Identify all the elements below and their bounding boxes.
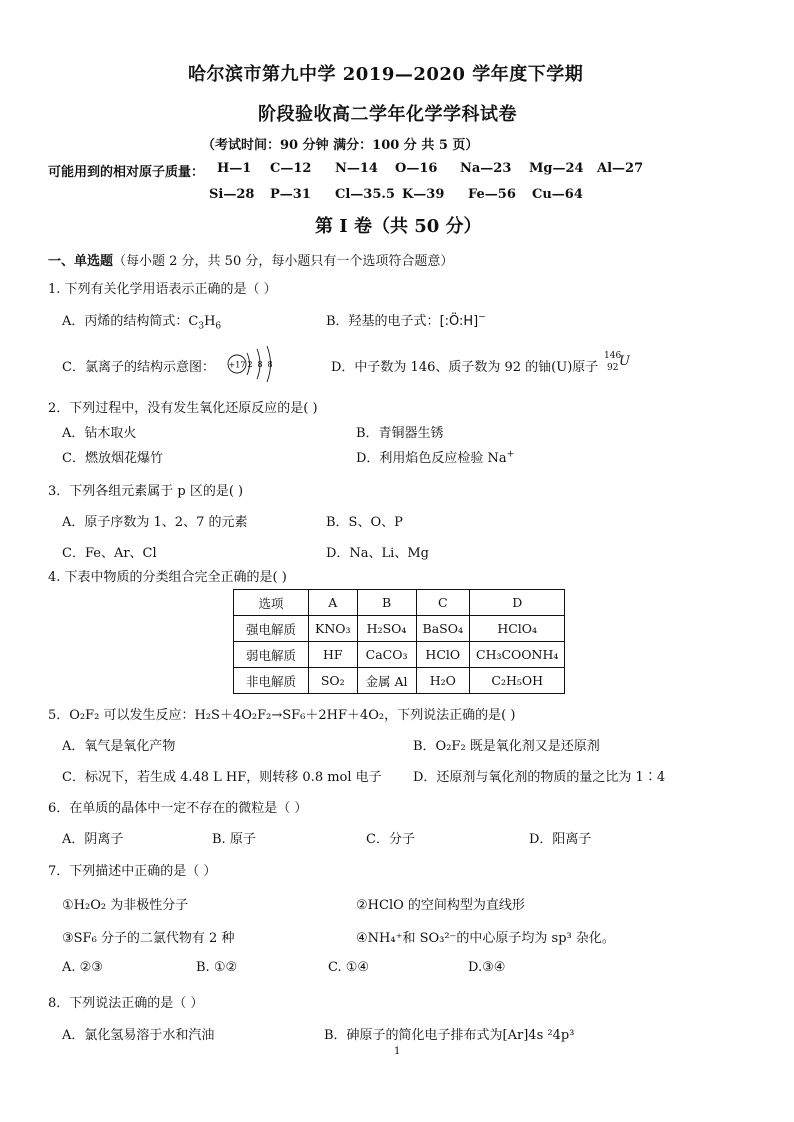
part1-heading-row — [48, 250, 453, 269]
classification-table — [233, 589, 565, 694]
atomic-mass-h: H—1 — [217, 161, 252, 176]
atomic-mass-fe: Fe—56 — [468, 187, 516, 202]
table-cell: C₂H₅OH — [470, 668, 565, 694]
atomic-mass-k: K—39 — [402, 187, 445, 202]
q2-option-a: A．钻木取火 — [62, 426, 137, 441]
nucleus-charge: +17 — [228, 360, 246, 370]
atomic-mass-al: Al—27 — [597, 161, 644, 176]
q7-option-a: A. ②③ — [62, 960, 103, 975]
q1-b-formula: [:Ö:H] — [439, 314, 479, 329]
q5-option-a: A．氧气是氧化产物 — [62, 739, 176, 754]
table-header-cell: 选项 — [234, 590, 309, 616]
q7-stem: 7．下列描述中正确的是（ ） — [48, 864, 217, 879]
atomic-mass-na: Na—23 — [460, 161, 512, 176]
atomic-mass-c: C—12 — [270, 161, 312, 176]
table-header-cell: C — [416, 590, 469, 616]
table-cell: H₂SO₄ — [357, 616, 416, 642]
q1-option-c: C．氯离子的结构示意图： — [62, 360, 215, 375]
uranium-nuclide-symbol — [604, 351, 630, 375]
section-title: 第 I 卷（共 50 分） — [315, 216, 482, 237]
table-cell: 弱电解质 — [234, 642, 309, 668]
q2-option-d — [356, 447, 514, 466]
table-cell: H₂O — [416, 668, 469, 694]
part1-heading: 一、单选题 — [48, 254, 114, 269]
q1-option-d: D．中子数为 146、质子数为 92 的铀(U)原子 — [331, 360, 599, 375]
table-header-row — [234, 590, 565, 616]
table-cell: CaCO₃ — [357, 642, 416, 668]
q6-stem: 6．在单质的晶体中一定不存在的微粒是（ ） — [48, 801, 308, 816]
exam-title-line2: 阶段验收高二学年化学学科试卷 — [258, 104, 517, 125]
q2-d-charge: + — [506, 449, 515, 460]
q3-option-a: A．原子序数为 1、2、7 的元素 — [62, 515, 248, 530]
table-cell: HClO₄ — [470, 616, 565, 642]
q7-option-c: C. ①④ — [328, 960, 370, 975]
q2-option-b: B．青铜器生锈 — [356, 426, 444, 441]
q6-option-a: A．阴离子 — [62, 832, 124, 847]
atomic-mass-p: P—31 — [270, 187, 311, 202]
table-cell: 强电解质 — [234, 616, 309, 642]
shell-3-count: 8 — [267, 360, 273, 369]
q5-stem: 5．O₂F₂ 可以发生反应：H₂S＋4O₂F₂→SF₆＋2HF＋4O₂，下列说法正确的是( ) — [48, 708, 516, 723]
part1-desc: （每小题 2 分，共 50 分，每小题只有一个选项符合题意） — [113, 254, 454, 269]
table-cell: KNO₃ — [309, 616, 358, 642]
q5-option-c: C．标况下，若生成 4.48 L HF，则转移 0.8 mol 电子 — [62, 770, 382, 785]
table-row — [234, 642, 565, 668]
table-row — [234, 616, 565, 642]
atomic-mass-o: O—16 — [395, 161, 438, 176]
q8-stem: 8．下列说法正确的是（ ） — [48, 996, 204, 1011]
table-cell: 非电解质 — [234, 668, 309, 694]
q7-statement-3: ③SF₆ 分子的二氯代物有 2 种 — [62, 931, 235, 946]
q6-option-c: C．分子 — [366, 832, 415, 847]
table-cell: HF — [309, 642, 358, 668]
q1-b-text: B．羟基的电子式： — [326, 314, 440, 329]
q8-option-a: A．氯化氢易溶于水和汽油 — [62, 1028, 215, 1043]
exam-info: （考试时间：90 分钟 满分：100 分 共 5 页） — [202, 138, 479, 153]
q7-option-d: D.③④ — [468, 960, 506, 975]
table-cell: BaSO₄ — [416, 616, 469, 642]
table-header-cell: B — [357, 590, 416, 616]
atomic-mass-si: Si—28 — [209, 187, 255, 202]
atomic-mass-label: 可能用到的相对原子质量： — [48, 165, 205, 180]
q7-statement-4: ④NH₄⁺和 SO₃²⁻的中心原子均为 sp³ 杂化。 — [356, 931, 615, 946]
q3-stem: 3．下列各组元素属于 p 区的是( ) — [48, 484, 244, 499]
q4-stem: 4. 下表中物质的分类组合完全正确的是( ) — [48, 570, 287, 585]
q1-a-sub2: 6 — [215, 321, 222, 332]
uranium-mass-number: 146 — [604, 351, 622, 361]
q1-option-b — [326, 310, 486, 329]
q5-option-d: D．还原剂与氧化剂的物质的量之比为 1∶4 — [413, 770, 666, 785]
atomic-mass-mg: Mg—24 — [529, 161, 584, 176]
q7-statement-1: ①H₂O₂ 为非极性分子 — [62, 898, 189, 913]
q1-b-charge: − — [478, 312, 486, 323]
table-row — [234, 668, 565, 694]
q1-option-a — [62, 310, 222, 332]
q3-option-c: C．Fe、Ar、Cl — [62, 546, 157, 561]
q3-option-d: D．Na、Li、Mg — [326, 546, 429, 561]
q3-option-b: B．S、O、P — [326, 515, 403, 530]
q1-a-sub1: 3 — [198, 321, 205, 332]
table-cell: SO₂ — [309, 668, 358, 694]
table-cell: HClO — [416, 642, 469, 668]
atomic-mass-cl: Cl—35.5 — [335, 187, 395, 202]
q2-d-text: D．利用焰色反应检验 Na — [356, 451, 507, 466]
q7-statement-2: ②HClO 的空间构型为直线形 — [356, 898, 525, 913]
q7-option-b: B. ①② — [196, 960, 238, 975]
chloride-ion-structure-diagram — [225, 343, 281, 385]
table-cell: CH₃COONH₄ — [470, 642, 565, 668]
q5-option-b: B．O₂F₂ 既是氧化剂又是还原剂 — [413, 739, 600, 754]
q6-option-b: B. 原子 — [212, 832, 256, 847]
q1-a-text: A．丙烯的结构简式：C — [62, 314, 199, 329]
page-number: 1 — [394, 1046, 401, 1057]
table-header-cell: D — [470, 590, 565, 616]
exam-title-line1: 哈尔滨市第九中学 2019—2020 学年度下学期 — [188, 64, 584, 85]
q2-stem: 2．下列过程中，没有发生氧化还原反应的是( ) — [48, 401, 318, 416]
atomic-mass-cu: Cu—64 — [532, 187, 583, 202]
q1-stem: 1. 下列有关化学用语表示正确的是（ ） — [48, 282, 277, 297]
q1-a-mid: H — [204, 314, 216, 329]
shell-2-count: 8 — [257, 360, 263, 369]
table-cell: 金属 Al — [357, 668, 416, 694]
uranium-symbol: U — [619, 354, 630, 369]
atomic-mass-n: N—14 — [335, 161, 378, 176]
table-header-cell: A — [309, 590, 358, 616]
q8-option-b: B．砷原子的简化电子排布式为[Ar]4s ²4p³ — [324, 1028, 575, 1043]
q2-option-c: C．燃放烟花爆竹 — [62, 451, 163, 466]
shell-1-count: 2 — [247, 360, 253, 369]
q6-option-d: D．阳离子 — [529, 832, 592, 847]
uranium-atomic-number: 92 — [607, 363, 619, 373]
